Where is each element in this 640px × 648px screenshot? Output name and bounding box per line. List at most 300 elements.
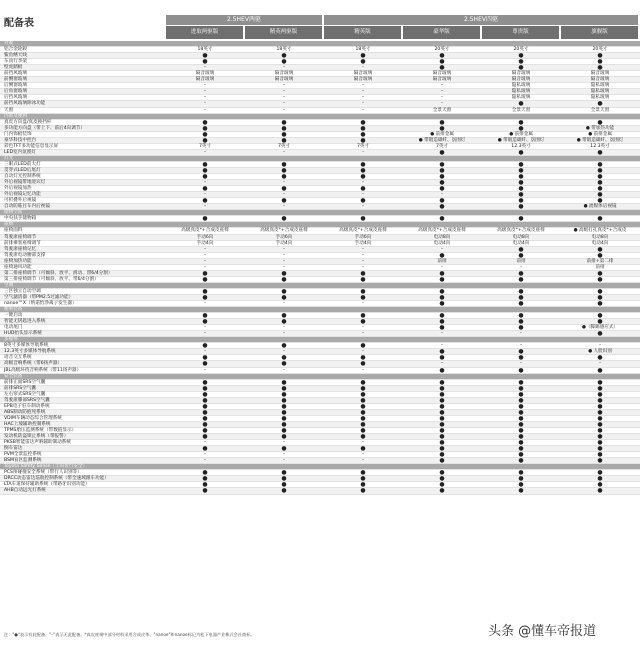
table-cell: ●	[518, 396, 524, 404]
table-cell: ●	[360, 433, 366, 441]
table-cell: ●	[281, 293, 287, 301]
row-label: 后挡风玻璃	[4, 95, 27, 101]
row-label: HUD抬头显示系统	[4, 331, 42, 337]
table-cell: ●	[202, 312, 208, 320]
table-cell: ●	[439, 366, 445, 374]
table-cell: –	[361, 367, 365, 373]
row-label: 12.3英寸多媒体导航系统	[4, 349, 56, 355]
table-cell: ●	[597, 312, 603, 320]
table-cell: ●	[597, 396, 603, 404]
table-cell: ●	[281, 160, 287, 168]
table-cell: –	[519, 361, 523, 367]
table-cell: –	[598, 361, 602, 367]
table-cell: ●	[439, 396, 445, 404]
table-cell: ●（脚踢感应式）	[581, 325, 619, 331]
table-cell: ●	[360, 414, 366, 422]
table-cell: ●	[281, 287, 287, 295]
table-cell: 电动8向	[512, 234, 530, 240]
table-cell: ●	[597, 64, 603, 72]
table-cell: ●	[518, 185, 524, 193]
table-cell: ●	[518, 439, 524, 447]
table-cell: ●	[518, 300, 524, 308]
table-cell: ●	[439, 287, 445, 295]
table-cell: ●	[439, 390, 445, 398]
table-cell: ●	[597, 433, 603, 441]
table-cell: ●	[518, 420, 524, 428]
table-cell: ●	[597, 58, 603, 66]
table-cell: ●	[597, 439, 603, 447]
table-cell: ●	[202, 269, 208, 277]
table-cell: ●	[518, 312, 524, 320]
table-cell: ●	[597, 118, 603, 126]
row-label: 前排SRS空气囊	[4, 385, 36, 391]
table-cell: ●	[281, 360, 287, 368]
table-cell: ●	[439, 197, 445, 205]
table-cell: ●	[281, 166, 287, 174]
table-cell: 全景天窗	[432, 107, 452, 113]
table-cell: ●	[597, 445, 603, 453]
table-cell: –	[440, 83, 444, 89]
table-cell: ●	[360, 390, 366, 398]
table-cell: ●	[597, 300, 603, 308]
table-cell: 手动4向	[354, 240, 372, 246]
table-cell: –	[203, 440, 207, 446]
table-cell: ●	[597, 269, 603, 277]
table-cell: ●	[439, 251, 445, 259]
row-label: 后角窗玻璃	[4, 89, 27, 95]
table-cell: ●	[518, 378, 524, 386]
table-cell: –	[203, 107, 207, 113]
table-cell: –	[282, 89, 286, 95]
table-cell: 20英寸	[434, 47, 450, 53]
table-cell: ●	[518, 166, 524, 174]
table-cell: ● 带锻造碳纤、氛围灯	[418, 137, 466, 143]
row-label: 三眼式LED前大灯	[4, 161, 41, 167]
table-cell: ●	[518, 427, 524, 434]
table-cell: ●	[597, 330, 603, 338]
table-cell: ●	[439, 269, 445, 277]
table-cell: ●	[518, 366, 524, 374]
table-cell: ●	[597, 173, 603, 181]
table-cell: –	[361, 264, 365, 270]
row-label: 前排正面SRS空气囊	[4, 379, 46, 385]
row-label: 前挡风玻璃除冰功能	[4, 101, 46, 107]
table-cell: ●	[518, 384, 524, 392]
table-cell: –	[361, 101, 365, 107]
table-cell: ●	[439, 173, 445, 181]
table-cell: ●	[281, 378, 287, 386]
table-cell: ●	[439, 318, 445, 326]
table-cell: ●	[360, 287, 366, 295]
table-cell: –	[203, 331, 207, 337]
table-cell: 高级真皮*+合成皮座椅	[497, 228, 545, 234]
row-label: LTA车道保持辅助系统（带路牙识别功能）	[4, 482, 90, 488]
table-cell: ●	[597, 52, 603, 60]
table-cell: ●	[597, 197, 603, 205]
table-cell: ●	[439, 433, 445, 441]
table-cell: –	[361, 180, 365, 186]
table-cell: ●	[439, 203, 445, 211]
table-cell: ●	[281, 445, 287, 453]
table-cell: 7英寸	[198, 143, 212, 149]
row-label: 鲨鱼鳍天线	[4, 53, 27, 59]
table-cell: –	[282, 95, 286, 101]
table-cell: ●	[202, 318, 208, 326]
table-cell: –	[440, 95, 444, 101]
section-label: 空调	[4, 282, 14, 288]
table-cell: ●	[597, 185, 603, 193]
table-cell: ●	[281, 118, 287, 126]
table-cell: 20英寸	[592, 47, 608, 53]
table-cell: ●	[360, 124, 366, 132]
table-cell: ●	[202, 390, 208, 398]
row-label: nanoe™X（纳诺怡净离子发生器）	[4, 301, 77, 307]
table-cell: 手动4向	[196, 240, 214, 246]
row-label: 自动灯光控制系统	[4, 174, 41, 180]
row-label: EPB电子驻车制动系统	[4, 403, 50, 409]
table-cell: ●	[281, 312, 287, 320]
table-cell: 全景天窗	[511, 107, 531, 113]
table-cell: ● 前排金属	[588, 131, 612, 137]
table-cell: –	[203, 65, 207, 71]
table-cell: ●	[360, 118, 366, 126]
table-cell: 隔音玻璃	[432, 77, 452, 83]
table-cell: 隐私玻璃	[590, 83, 610, 89]
table-cell: ●	[518, 148, 524, 156]
table-cell: –	[361, 83, 365, 89]
table-cell: 隐私玻璃	[590, 89, 610, 95]
table-cell: 电动8向	[591, 234, 609, 240]
table-cell: ●	[202, 124, 208, 132]
table-cell: ●	[597, 378, 603, 386]
table-cell: ●	[439, 469, 445, 477]
section-label: 内饰及便利	[4, 113, 27, 119]
table-cell: ●	[439, 348, 445, 356]
table-cell: ●	[202, 342, 208, 350]
trim-header: 尊贵版	[482, 26, 559, 39]
table-cell: –	[203, 180, 207, 186]
table-cell: ●	[360, 342, 366, 350]
table-cell: –	[203, 325, 207, 331]
table-cell: ●	[202, 384, 208, 392]
table-cell: ●	[281, 433, 287, 441]
table-cell: 高级真皮*+合成皮座椅	[260, 228, 308, 234]
table-cell: ●	[202, 58, 208, 66]
table-cell: ●	[281, 420, 287, 428]
table-cell: ●	[518, 414, 524, 422]
table-cell: ●	[597, 245, 603, 253]
row-label: 左右帘式SRS空气囊	[4, 391, 46, 397]
table-cell: ●	[360, 378, 366, 386]
table-cell: –	[282, 246, 286, 252]
section-label: Toyota Safety Sense（丰田智行安全）	[4, 464, 88, 470]
table-cell: –	[361, 107, 365, 113]
table-cell: 全景天窗	[590, 107, 610, 113]
table-cell: 隔音玻璃	[195, 77, 215, 83]
table-cell: –	[282, 325, 286, 331]
table-cell: ●	[202, 469, 208, 477]
table-cell: ●	[518, 457, 524, 465]
table-cell: ● 带锻造碳纤、氛围灯	[497, 137, 545, 143]
table-cell: 7英寸	[435, 143, 449, 149]
table-cell: 12.3英寸	[590, 143, 610, 149]
table-cell: ●	[439, 118, 445, 126]
table-cell: ●	[597, 160, 603, 168]
table-cell: ●	[597, 390, 603, 398]
table-cell: ●	[202, 136, 208, 144]
table-cell: –	[519, 264, 523, 270]
table-cell: –	[361, 252, 365, 258]
table-cell: ● 流媒体后视镜	[583, 204, 617, 210]
row-label: JBL高级环绕音响系统（带11扬声器）	[4, 367, 82, 373]
table-cell: 前排+第二排	[586, 258, 614, 264]
table-cell: –	[282, 367, 286, 373]
table-cell: ●	[439, 384, 445, 392]
table-cell: 前排	[595, 264, 605, 270]
table-cell: ●	[360, 215, 366, 223]
table-cell: ●	[202, 52, 208, 60]
table-cell: ●	[439, 215, 445, 223]
table-cell: 隐私玻璃	[511, 89, 531, 95]
table-cell: –	[282, 180, 286, 186]
table-cell: ●	[597, 166, 603, 174]
table-cell: ●	[281, 136, 287, 144]
table-cell: ●	[597, 475, 603, 483]
table-cell: ●	[597, 354, 603, 362]
table-cell: ●	[202, 402, 208, 410]
table-cell: ●	[202, 215, 208, 223]
table-cell: –	[203, 89, 207, 95]
row-label: 天窗	[4, 107, 14, 113]
table-cell: ●	[202, 118, 208, 126]
row-label: 铝合金轮毂	[4, 47, 27, 53]
table-cell: ●	[518, 475, 524, 483]
table-cell: ●	[360, 293, 366, 301]
table-cell: 隐私玻璃	[590, 95, 610, 101]
table-cell: –	[203, 192, 207, 198]
table-cell: ●	[281, 475, 287, 483]
table-cell: 手动6向	[354, 234, 372, 240]
row-label: 高级音响系统（带6扬声器）	[4, 361, 63, 367]
row-label: VDIM车辆动态综合管理系统	[4, 415, 62, 421]
table-cell: ● 带加热功能	[585, 125, 615, 131]
table-cell: ●	[439, 378, 445, 386]
table-cell: ●	[439, 52, 445, 60]
table-cell: ●	[597, 457, 603, 465]
table-cell: –	[282, 149, 286, 155]
table-cell: –	[282, 331, 286, 337]
table-cell: ●	[281, 269, 287, 277]
table-cell: 电动4向	[433, 240, 451, 246]
row-label: 倒车雷达	[4, 446, 23, 452]
table-cell: –	[361, 440, 365, 446]
row-label: 一键启动	[4, 313, 23, 319]
table-cell: ●	[360, 487, 366, 495]
table-cell: ● 高级打孔真皮*+合成皮	[573, 228, 627, 234]
table-cell: ●	[281, 408, 287, 416]
table-cell: 隔音玻璃	[511, 77, 531, 83]
table-cell: –	[598, 343, 602, 349]
table-cell: –	[203, 458, 207, 464]
table-cell: 隔音玻璃	[511, 71, 531, 77]
table-cell: ●	[439, 487, 445, 495]
table-cell: –	[282, 349, 286, 355]
table-cell: ●	[360, 384, 366, 392]
table-cell: ●	[360, 354, 366, 362]
table-cell: 7英寸	[356, 143, 370, 149]
table-cell: ●	[202, 445, 208, 453]
trim-header: 精英版	[324, 26, 401, 39]
row-label: 前侧窗玻璃	[4, 77, 27, 83]
table-cell: –	[282, 264, 286, 270]
row-label: PKSB智能雷达声呐辅助制动系统	[4, 440, 71, 446]
table-cell: –	[440, 361, 444, 367]
table-cell: 高级真皮*+合成皮座椅	[339, 228, 387, 234]
table-cell: ●	[597, 408, 603, 416]
table-cell: ●	[360, 275, 366, 283]
table-cell: ●	[439, 166, 445, 174]
table-cell: ●	[202, 197, 208, 205]
section-label: 安全装备	[4, 373, 23, 379]
table-cell: ●	[518, 160, 524, 168]
table-cell: ●	[281, 185, 287, 193]
table-cell: ●	[360, 269, 366, 277]
table-cell: ●	[439, 58, 445, 66]
table-cell: ●	[518, 269, 524, 277]
table-cell: –	[519, 331, 523, 337]
row-label: 座椅面料	[4, 228, 23, 234]
table-cell: ●	[518, 324, 524, 332]
table-cell: ●	[202, 287, 208, 295]
table-cell: –	[361, 65, 365, 71]
table-cell: ●	[439, 439, 445, 447]
table-cell: ●	[439, 451, 445, 459]
table-row	[0, 488, 640, 494]
table-cell: ●	[281, 58, 287, 66]
table-cell: –	[282, 107, 286, 113]
table-cell: ●	[202, 130, 208, 138]
table-cell: –	[282, 101, 286, 107]
spec-table	[0, 41, 640, 495]
table-cell: ●	[360, 402, 366, 410]
table-cell: ●	[439, 275, 445, 283]
table-cell: ●	[202, 408, 208, 416]
table-cell: ●	[439, 324, 445, 332]
table-cell: –	[203, 349, 207, 355]
table-cell: ●	[281, 215, 287, 223]
table-cell: –	[440, 264, 444, 270]
table-cell: ●	[360, 312, 366, 320]
table-cell: –	[282, 192, 286, 198]
table-cell: ●	[281, 414, 287, 422]
table-cell: –	[203, 452, 207, 458]
trim-header: 豪华版	[403, 26, 480, 39]
table-cell: ●	[202, 160, 208, 168]
table-cell: ●	[439, 312, 445, 320]
row-label: LED室内氛围灯	[4, 149, 36, 155]
row-label: 真皮方向盘/真皮换挡杆	[4, 119, 52, 125]
table-cell: –	[203, 83, 207, 89]
table-cell: 手动4向	[275, 240, 293, 246]
table-cell: 隔音玻璃	[590, 77, 610, 83]
table-cell: –	[203, 204, 207, 210]
table-cell: 隐私玻璃	[511, 95, 531, 101]
section-label: 灯光	[4, 155, 14, 161]
table-cell: –	[361, 258, 365, 264]
row-label: ABS制动防抱死系统	[4, 409, 46, 415]
table-cell: –	[440, 343, 444, 349]
section-label: 外观	[4, 41, 14, 46]
row-label: 电动尾门	[4, 325, 23, 331]
table-cell: –	[361, 95, 365, 101]
table-cell: ●	[281, 402, 287, 410]
table-cell: –	[361, 149, 365, 155]
table-cell: ●	[518, 64, 524, 72]
table-cell: ●	[360, 360, 366, 368]
table-cell: 电动4向	[512, 240, 530, 246]
table-cell: 隔音玻璃	[274, 71, 294, 77]
table-cell: ●	[597, 384, 603, 392]
table-cell: ●	[597, 148, 603, 156]
table-cell: 前排	[516, 258, 526, 264]
table-cell: ●	[518, 100, 524, 108]
table-cell: ●	[518, 445, 524, 453]
table-cell: ●	[597, 318, 603, 326]
table-cell: ●	[518, 52, 524, 60]
table-cell: –	[361, 192, 365, 198]
table-cell: 手动6向	[275, 234, 293, 240]
table-cell: –	[203, 264, 207, 270]
table-cell: ●	[202, 414, 208, 422]
table-cell: ●	[597, 402, 603, 410]
table-cell: ●	[439, 293, 445, 301]
table-cell: –	[440, 101, 444, 107]
row-label: 空气滤清器（带PM2.5过滤功能）	[4, 294, 74, 300]
table-cell: ●	[202, 420, 208, 428]
row-label: 语音交互系统	[4, 355, 32, 361]
table-cell: –	[203, 246, 207, 252]
table-cell: ●	[360, 130, 366, 138]
trim-header: 旗舰版	[561, 26, 638, 39]
table-cell: ●	[281, 197, 287, 205]
row-label: 智能无钥匙进入系统	[4, 319, 46, 325]
table-cell: ●	[281, 487, 287, 495]
table-cell: ● 前排金属	[509, 131, 533, 137]
footnote: 注："●"表示有此配备、"–"表示无此配备。*真皮座椅中部分材料采用合成皮革。"nanoe"和nanoe标记为松下电器产业株式会社商标。	[4, 632, 255, 637]
table-cell: ●	[439, 481, 445, 489]
table-cell: –	[282, 258, 286, 264]
table-cell: ●	[518, 354, 524, 362]
table-cell: –	[440, 246, 444, 252]
table-cell: ●	[202, 475, 208, 483]
table-cell: ●	[597, 487, 603, 495]
table-cell: ●	[518, 124, 524, 132]
table-cell: ●	[518, 481, 524, 489]
table-cell: 隐私玻璃	[511, 83, 531, 89]
table-cell: 前排	[437, 258, 447, 264]
table-cell: 18英寸	[197, 47, 213, 53]
table-cell: ●	[360, 318, 366, 326]
section-label: 便利装备	[4, 307, 23, 313]
row-label: AHB自动远光灯系统	[4, 488, 46, 494]
table-cell: ●	[281, 342, 287, 350]
table-cell: ●	[518, 408, 524, 416]
table-cell: ●	[202, 173, 208, 181]
table-cell: 电动4向	[591, 240, 609, 246]
table-cell: ●	[202, 354, 208, 362]
table-cell: ●	[360, 185, 366, 193]
table-cell: –	[282, 440, 286, 446]
